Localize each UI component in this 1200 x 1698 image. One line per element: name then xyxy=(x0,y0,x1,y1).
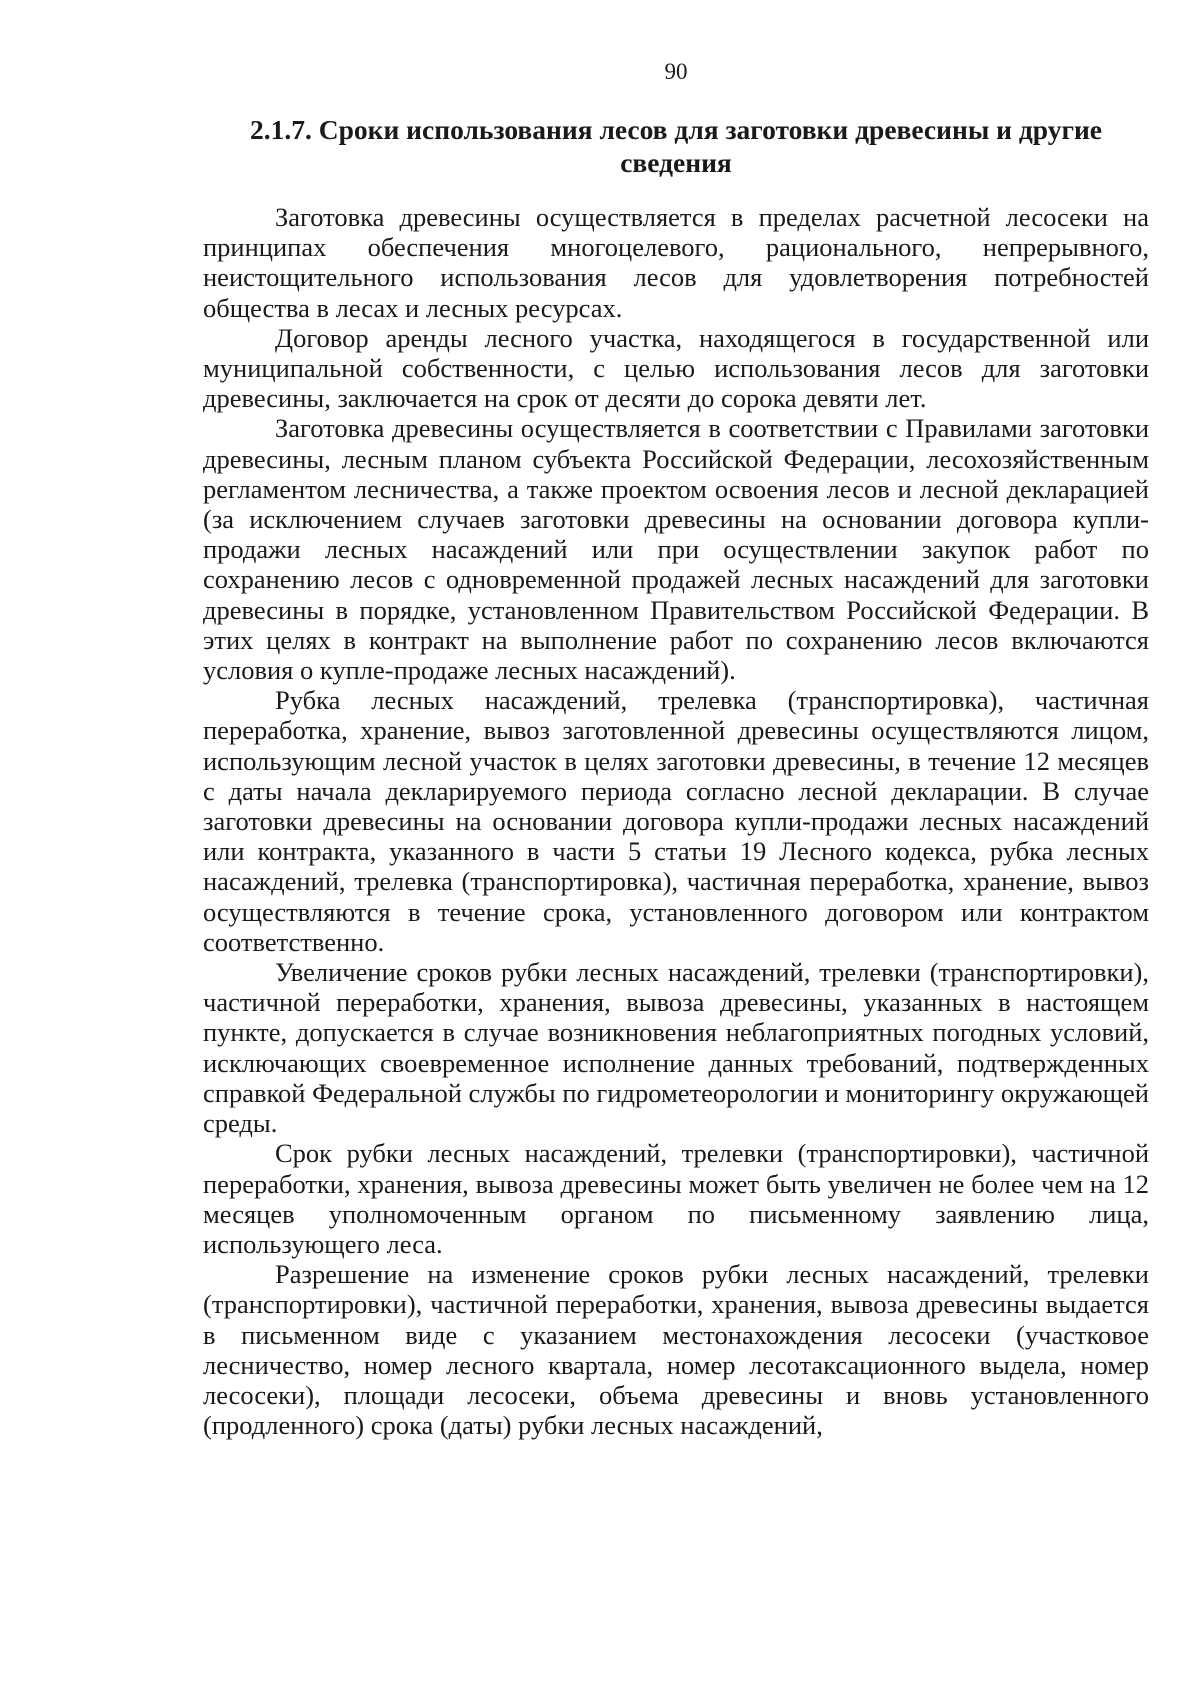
paragraph-7: Разрешение на изменение сроков рубки лесных насаждений, трелевки (транспортировки), частичной переработки, хранения, вывоза древесины выдается в письменном виде с указанием местонахождения лесосеки (участковое лесничество, номер лесного квартала, номер лесотаксационного выдела, номер лесосеки), площади лесосеки, объема древесины и вновь установленного (продленного) срока (даты) рубки лесных насаждений, xyxy=(203,1259,1149,1441)
paragraph-2: Договор аренды лесного участка, находящегося в государственной или муниципальной собственности, с целью использования лесов для заготовки древесины, заключается на срок от десяти до сорока девяти лет. xyxy=(203,322,1149,414)
paragraph-5: Увеличение сроков рубки лесных насаждений, трелевки (транспортировки), частичной переработки, хранения, вывоза древесины, указанных в настоящем пункте, допускается в случае возникновения неблагоприятных погодных условий, исключающих своевременное исполнение данных требований, подтвержденных справкой Федеральной службы по гидрометеорологии и мониторингу окружающей среды. xyxy=(203,957,1149,1139)
paragraph-1: Заготовка древесины осуществляется в пределах расчетной лесосеки на принципах обеспечения многоцелевого, рационального, непрерывного, неистощительного использования лесов для удовлетворения потребностей общества в лесах и лесных ресурсах. xyxy=(203,202,1149,323)
paragraph-6: Срок рубки лесных насаждений, трелевки (транспортировки), частичной переработки, хранения, вывоза древесины может быть увеличен не более чем на 12 месяцев уполномоченным органом по письменному заявлению лица, использующего леса. xyxy=(203,1138,1149,1259)
body-text xyxy=(203,202,1149,1440)
page-number: 90 xyxy=(664,59,688,84)
section-heading: 2.1.7. Сроки использования лесов для заготовки древесины и другие сведения xyxy=(249,114,1103,178)
paragraph-4: Рубка лесных насаждений, трелевка (транспортировка), частичная переработка, хранение, вывоз заготовленной древесины осуществляются лицом, использующим лесной участок в целях заготовки древесины, в течение 12 месяцев с даты начала декларируемого периода согласно лесной декларации. В случае заготовки древесины на основании договора купли-продажи лесных насаждений или контракта, указанного в части 5 статьи 19 Лесного кодекса, рубка лесных насаждений, трелевка (транспортировка), частичная переработка, хранение, вывоз осуществляются в течение срока, установленного договором или контрактом соответственно. xyxy=(203,685,1149,957)
paragraph-3: Заготовка древесины осуществляется в соответствии с Правилами заготовки древесины, лесным планом субъекта Российской Федерации, лесохозяйственным регламентом лесничества, а также проектом освоения лесов и лесной декларацией (за исключением случаев заготовки древесины на основании договора купли-продажи лесных насаждений или при осуществлении закупок работ по сохранению лесов с одновременной продажей лесных насаждений для заготовки древесины в порядке, установленном Правительством Российской Федерации. В этих целях в контракт на выполнение работ по сохранению лесов включаются условия о купле-продаже лесных насаждений). xyxy=(203,413,1149,686)
